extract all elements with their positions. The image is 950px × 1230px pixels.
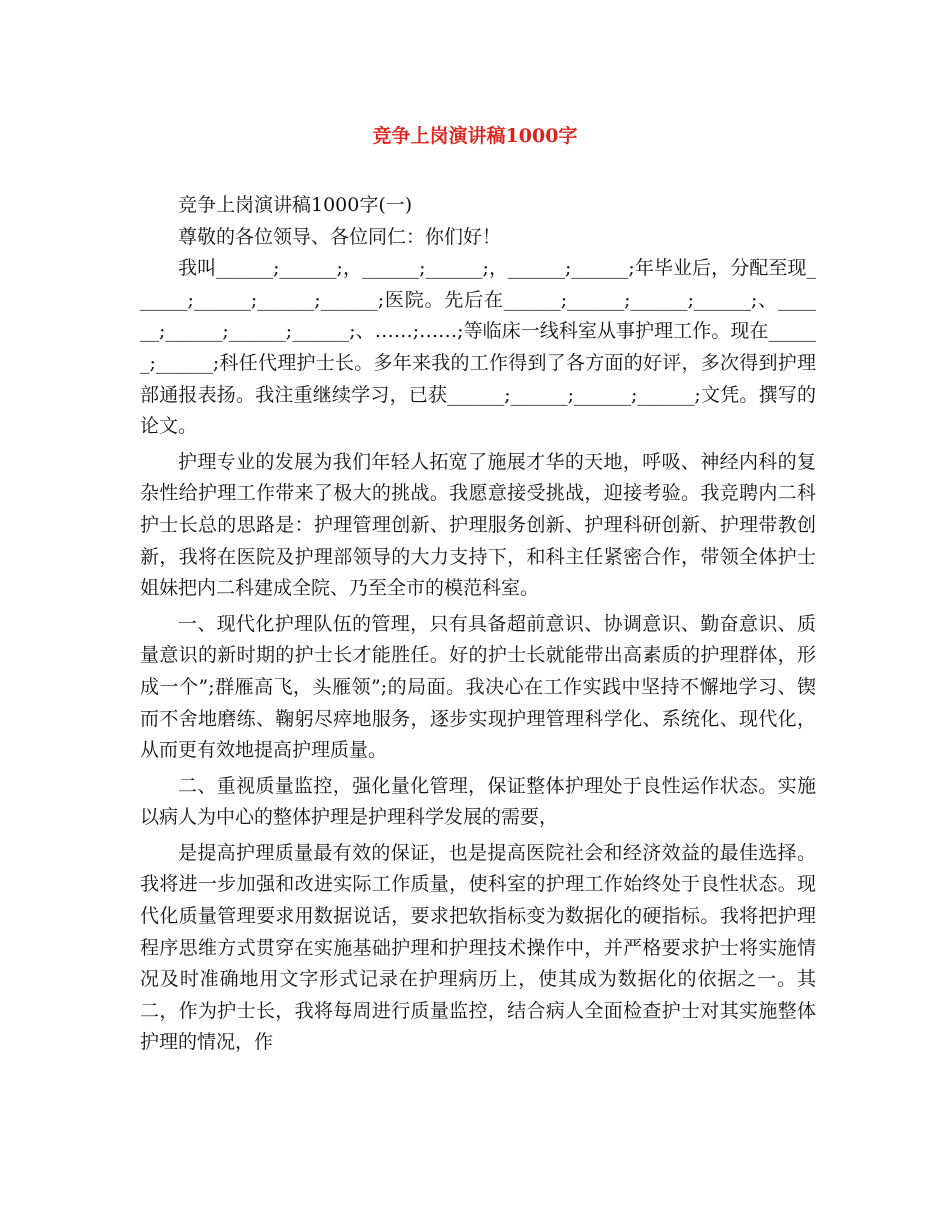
paragraph-approach: 护理专业的发展为我们年轻人拓宽了施展才华的天地，呼吸、神经内科的复杂性给护理工作带来了极大的挑战。我愿意接受挑战，迎接考验。我竞聘内二科护士长总的思路是：护理管理创新、护理服务创新、护理科研创新、护理带教创新，我将在医院及护理部领导的大力支持下，和科主任紧密合作，带领全体护士姐妹把内二科建成全院、乃至全市的模范科室。 <box>140 450 816 600</box>
paragraph-quality: 是提高护理质量最有效的保证，也是提高医院社会和经济效益的最佳选择。我将进一步加强和改进实际工作质量，使科室的护理工作始终处于良性状态。现代化质量管理要求用数据说话，要求把软指标变为数据化的硬指标。我将把护理程序思维方式贯穿在实施基础护理和护理技术操作中，并严格要求护士将实施情况及时准确地用文字形式记录在护理病历上，使其成为数据化的依据之一。其二，作为护士长，我将每周进行质量监控，结合病人全面检查护士对其实施整体护理的情况，作 <box>140 841 816 1054</box>
paragraph-introduction: 我叫______;______;，______;______;，______;______;年毕业后，分配至现______;______;______;______;医院。先后在______;______;______;______;、______;______;______;______;、……;……;等临床一线科室从事护理工作。现在______;______;科任代理护士长。多年来我的工作得到了各方面的好评，多次得到护理部通报表扬。我注重继续学习，已获______;______;______;______;文凭。撰写的论文。 <box>140 257 816 438</box>
paragraph-point-one: 一、现代化护理队伍的管理，只有具备超前意识、协调意识、勤奋意识、质量意识的新时期的护士长才能胜任。好的护士长就能带出高素质的护理群体，形成一个”;群雁高飞，头雁领”;的局面。我决心在工作实践中坚持不懈地学习、锲而不舍地磨练、鞠躬尽瘁地服务，逐步实现护理管理科学化、系统化、现代化，从而更有效地提高护理质量。 <box>140 612 816 762</box>
speech-heading: 竞争上岗演讲稿1000字(一) <box>178 194 413 216</box>
document-body <box>140 190 816 1059</box>
document-title: 竞争上岗演讲稿1000字 <box>372 125 578 147</box>
paragraph-point-two: 二、重视质量监控，强化量化管理，保证整体护理处于良性运作状态。实施以病人为中心的整体护理是护理科学发展的需要， <box>140 774 816 829</box>
salutation: 尊敬的各位领导、各位同仁：你们好！ <box>178 225 502 248</box>
